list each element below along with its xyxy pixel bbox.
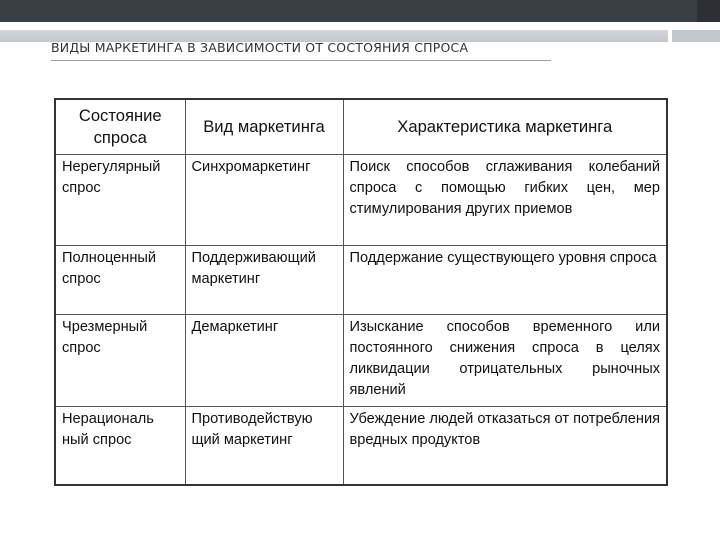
column-header-demand-state: Состояние спроса [55,99,185,154]
marketing-types-table [54,98,668,486]
cell-demand-state: Чрезмерный спрос [55,314,185,406]
header-bar-accent [697,0,720,22]
slide-title: ВИДЫ МАРКЕТИНГА В ЗАВИСИМОСТИ ОТ СОСТОЯНИЯ СПРОСА [51,40,469,55]
table-row [55,406,667,485]
cell-characteristic: Поддержание существующего уровня спроса [343,246,667,314]
table-row [55,314,667,406]
cell-characteristic: Убеждение людей отказаться от потребления вредных продуктов [343,406,667,485]
table-row [55,246,667,314]
title-underline [51,60,551,61]
column-header-characteristic: Характеристика маркетинга [343,99,667,154]
cell-demand-state: Нерациональ ный спрос [55,406,185,485]
decorative-strip-tab [672,30,720,42]
column-header-marketing-type: Вид маркетинга [185,99,343,154]
cell-marketing-type: Поддерживающий маркетинг [185,246,343,314]
table-row [55,154,667,245]
cell-marketing-type: Демаркетинг [185,314,343,406]
header-bar [0,0,720,22]
cell-marketing-type: Противодействую щий маркетинг [185,406,343,485]
cell-demand-state: Нерегулярный спрос [55,154,185,245]
table-header-row [55,99,667,154]
cell-demand-state: Полноценный спрос [55,246,185,314]
cell-characteristic: Поиск способов сглаживания колебаний спроса с помощью гибких цен, мер стимулирования других приемов [343,154,667,245]
cell-characteristic: Изыскание способов временного или постоянного снижения спроса в целях ликвидации отрицательных рыночных явлений [343,314,667,406]
cell-marketing-type: Синхромаркетинг [185,154,343,245]
